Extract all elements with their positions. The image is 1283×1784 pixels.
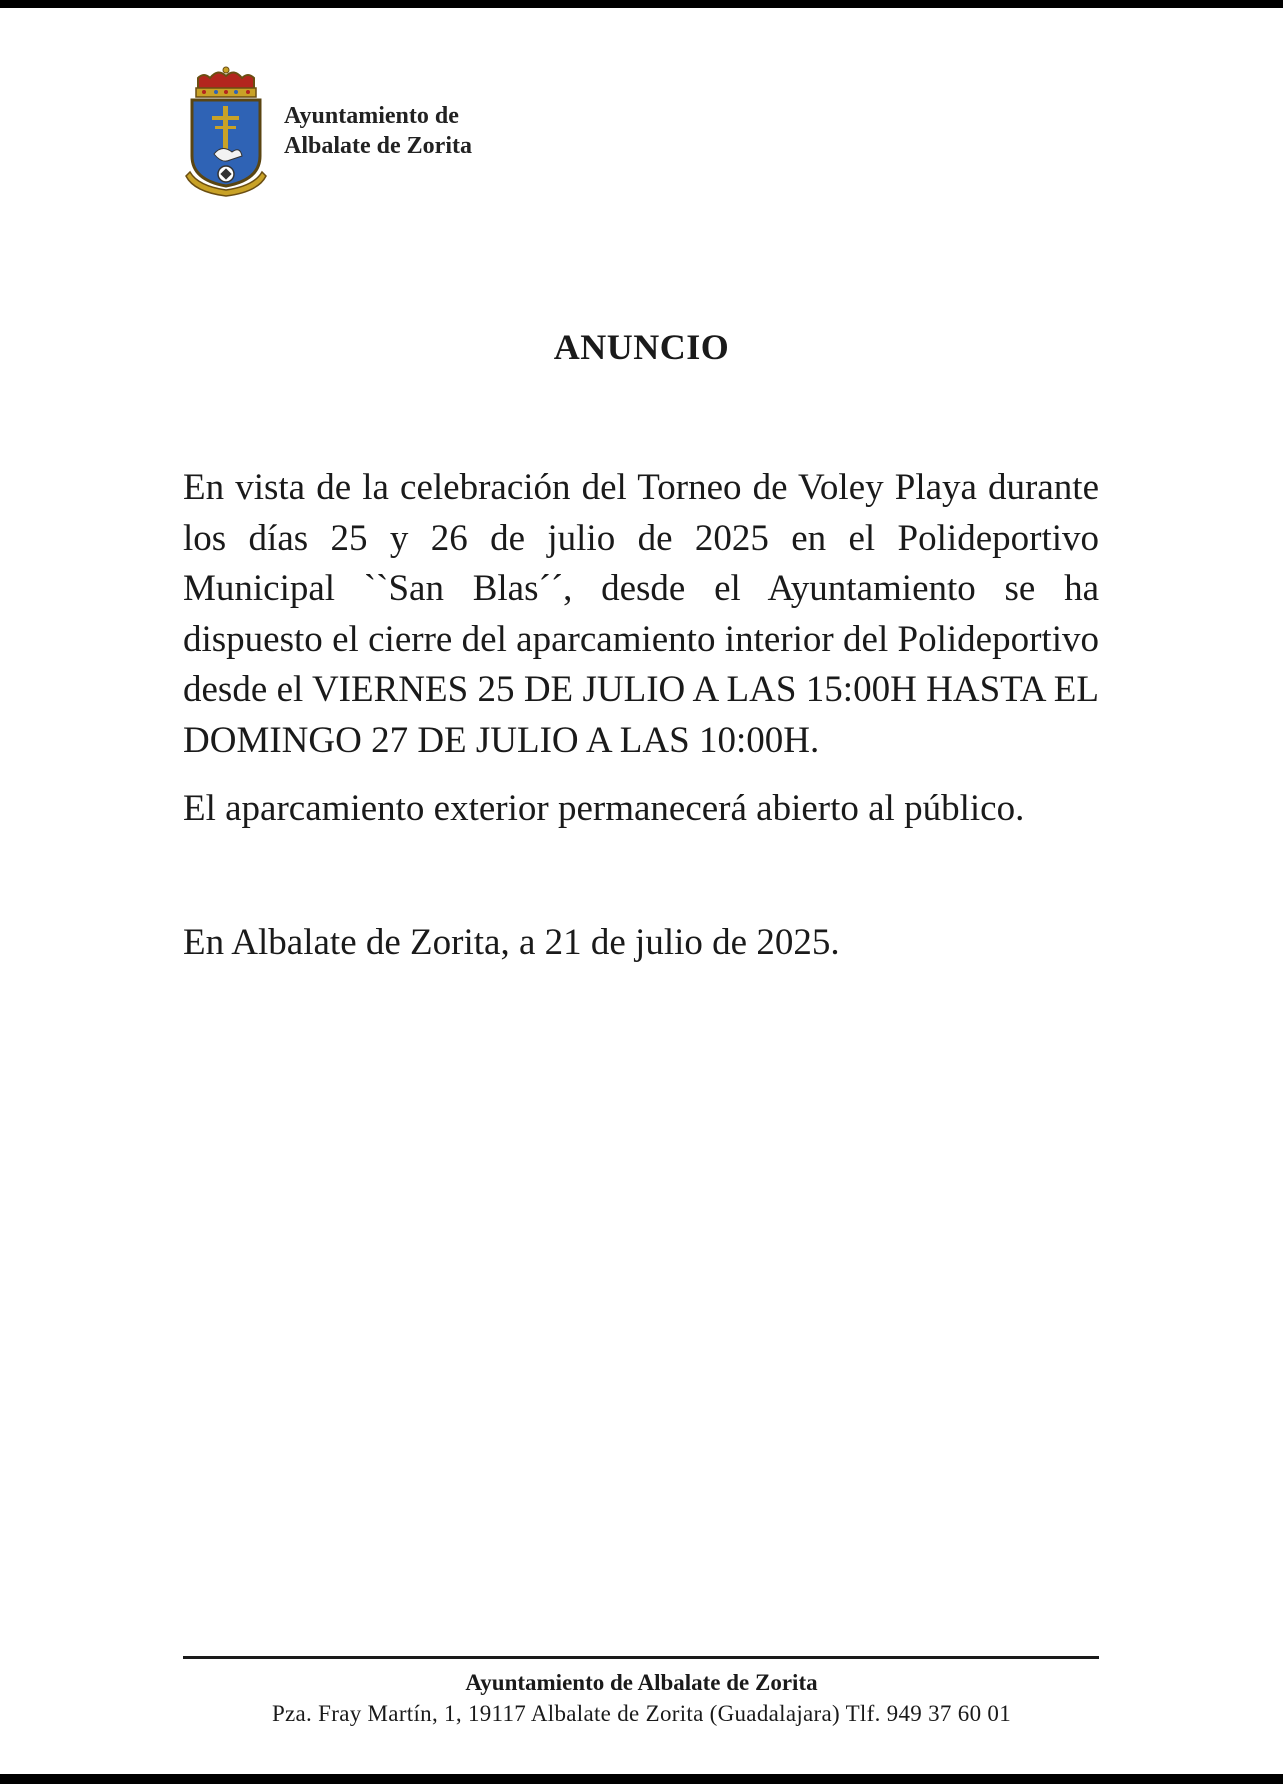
announcement-body <box>183 463 1099 968</box>
letterhead-org-name <box>284 101 472 161</box>
announcement-paragraph: En vista de la celebración del Torneo de Voley Playa durante los días 25 y 26 de julio de 2025 en el Polideportivo Municipal ``San Blas´´, desde el Ayuntamiento se ha dispuesto el cierre del aparcamiento interior del Polideportivo desde el VIERNES 25 DE JULIO A LAS 15:00H HASTA EL DOMINGO 27 DE JULIO A LAS 10:00H. <box>183 467 1099 761</box>
footer <box>0 1668 1283 1730</box>
municipal-coat-of-arms-icon <box>184 64 268 198</box>
letterhead <box>184 64 472 198</box>
document-page <box>0 8 1283 1774</box>
footer-org-name: Ayuntamiento de Albalate de Zorita <box>465 1670 818 1695</box>
footer-divider <box>183 1656 1099 1659</box>
footer-address: Pza. Fray Martín, 1, 19117 Albalate de Zorita (Guadalajara) Tlf. 949 37 60 01 <box>271 1701 1012 1726</box>
announcement-date-line: En Albalate de Zorita, a 21 de julio de 2025. <box>183 921 840 963</box>
announcement-paragraph: El aparcamiento exterior permanecerá abierto al público. <box>183 788 1025 829</box>
letterhead-org-line2: Albalate de Zorita <box>284 133 472 159</box>
announcement-title: ANUNCIO <box>553 327 730 367</box>
letterhead-org-line1: Ayuntamiento de <box>284 103 459 129</box>
